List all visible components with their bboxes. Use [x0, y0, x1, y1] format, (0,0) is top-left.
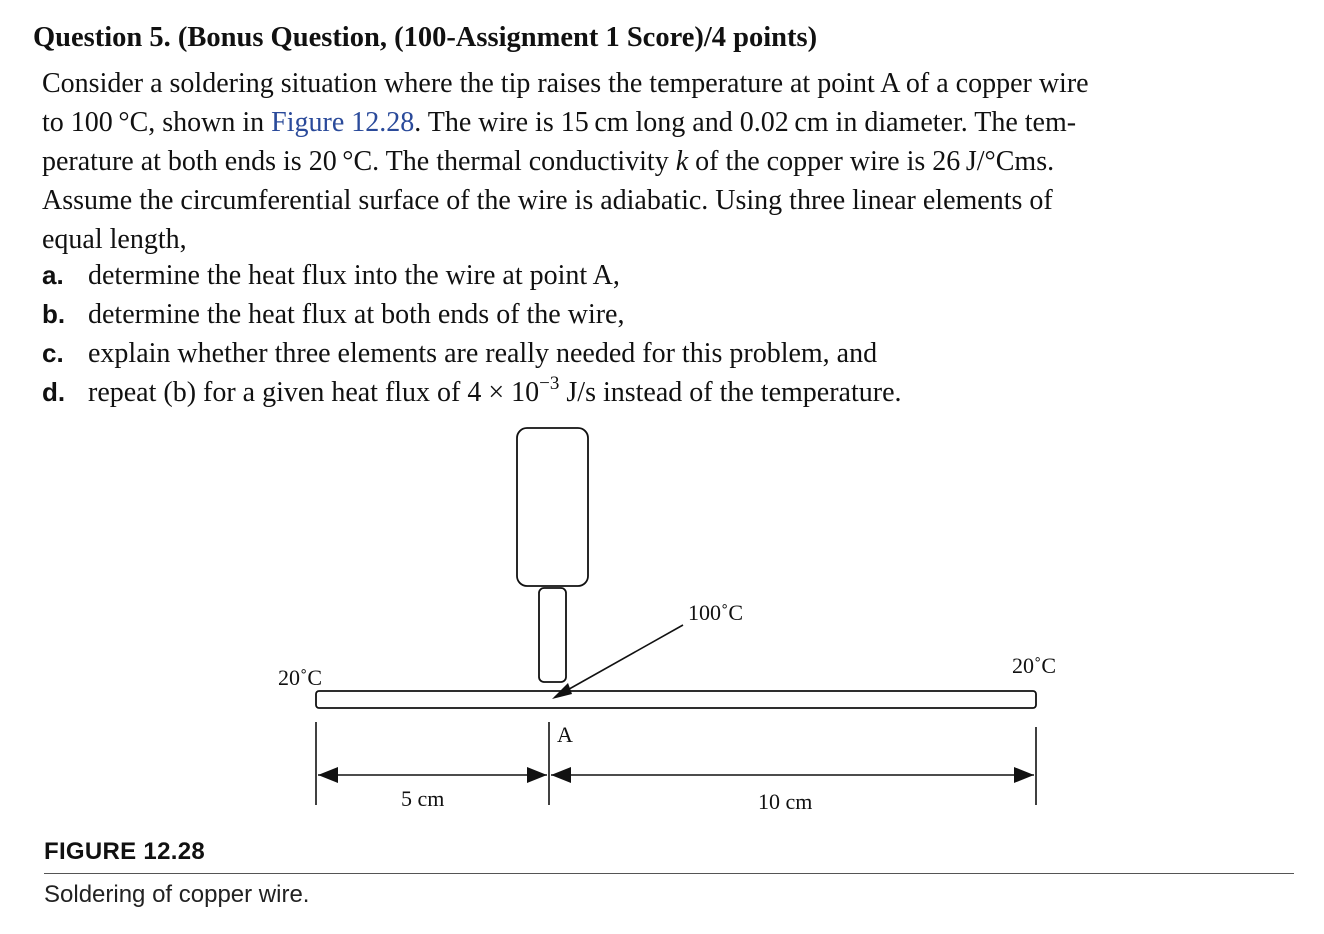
- item-text-before: repeat (b) for a given heat flux of 4 × 10: [88, 377, 540, 408]
- dim-arrow-5cm-left: [318, 767, 338, 783]
- point-a-label: A: [557, 722, 573, 747]
- dim-arrow-5cm-right: [527, 767, 547, 783]
- item-text-after: J/s instead of the temperature.: [559, 377, 902, 408]
- left-end-temp-label: 20˚C: [278, 665, 322, 690]
- item-text: determine the heat flux into the wire at point A,: [88, 260, 620, 291]
- item-text: explain whether three elements are really needed for this problem, and: [88, 338, 878, 369]
- caption-divider: [44, 873, 1294, 874]
- dim-label-5cm: 5 cm: [401, 786, 445, 811]
- item-marker: c.: [42, 338, 64, 368]
- figure-caption-heading: FIGURE 12.28: [44, 838, 205, 865]
- item-marker: d.: [42, 377, 66, 407]
- body-line-2-start: to 100 °C, shown in: [42, 107, 272, 138]
- figure-caption-text: Soldering of copper wire.: [44, 881, 310, 908]
- body-line-1: Consider a soldering situation where the tip raises the temperature at point A of a copper wire: [42, 68, 1089, 99]
- soldering-iron-tip: [539, 588, 566, 682]
- k-symbol: k: [675, 146, 689, 177]
- right-end-temp-label: 20˚C: [1012, 653, 1056, 678]
- tip-leader-line: [555, 625, 683, 697]
- dim-label-10cm: 10 cm: [758, 789, 813, 814]
- item-exponent: −3: [539, 373, 560, 394]
- copper-wire: [316, 691, 1036, 708]
- item-marker: a.: [42, 260, 64, 290]
- body-line-3-end: of the copper wire is 26 J/°Cms.: [688, 146, 1055, 177]
- tip-temp-label: 100˚C: [688, 600, 743, 625]
- body-line-2-end: . The wire is 15 cm long and 0.02 cm in diameter. The tem-: [414, 107, 1077, 138]
- body-line-5: equal length,: [42, 224, 187, 255]
- item-marker: b.: [42, 299, 66, 329]
- item-text: determine the heat flux at both ends of the wire,: [88, 299, 625, 330]
- dim-arrow-10cm-left: [551, 767, 571, 783]
- body-line-4: Assume the circumferential surface of the wire is adiabatic. Using three linear elements of: [42, 185, 1053, 216]
- soldering-iron-handle: [517, 428, 588, 586]
- figure-link[interactable]: Figure 12.28: [271, 107, 415, 138]
- dim-arrow-10cm-right: [1014, 767, 1034, 783]
- question-title: Question 5. (Bonus Question, (100-Assignment 1 Score)/4 points): [33, 22, 818, 53]
- body-line-3-start: perature at both ends is 20 °C. The thermal conductivity: [42, 146, 676, 177]
